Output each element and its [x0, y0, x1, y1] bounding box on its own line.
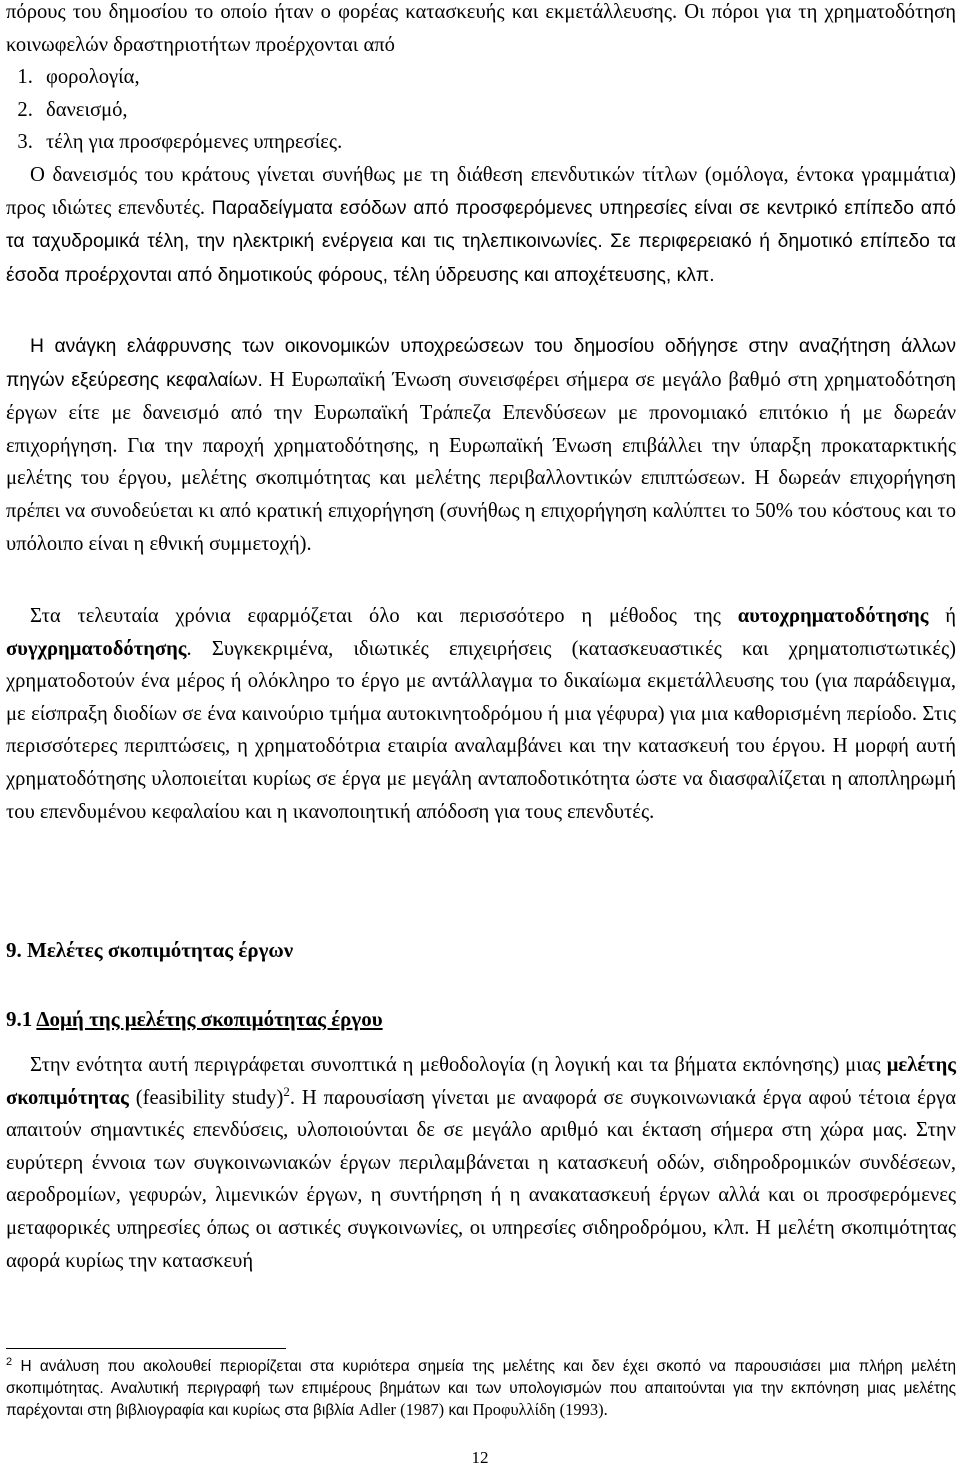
paragraph-intro	[6, 0, 956, 61]
loans-sentence-1: Ο δανεισμός του κράτους γίνεται συνήθως με τη διάθεση επενδυτικών τίτλων (ομόλογα, έντοκα γραμμάτια) προς ιδιώτες επενδυτές.	[6, 164, 956, 219]
list-item: 1. φορολογία,	[38, 61, 342, 94]
study-sentence-4: Η μελέτη σκοπιμότητας αφορά κυρίως την κατασκευή	[6, 1216, 956, 1272]
need-sentence-3: Για την παροχή χρηματοδότησης, η Ευρωπαϊκή Ένωση επιβάλλει την ύπαρξη προκαταρκτικής μελέτης του έργου, μελέτης σκοπιμότητας και μελέτης περιβαλλοντικών επιπτώσεων.	[6, 434, 956, 490]
paragraph-need	[6, 330, 956, 560]
footnote-sentence-2: Αναλυτική περιγραφή των επιμέρους βημάτων και των υπολογισμών που απαιτούνται για την εκπόνηση μιας μελέτης παρέχονται στη βιβλιογραφία και κυρίως στα βιβλία	[6, 1379, 956, 1419]
footnote-reference-profyllidis: Προφυλλίδη (1993).	[472, 1400, 608, 1419]
footnote-connector: και	[448, 1402, 469, 1419]
list-item: 2. δανεισμό,	[38, 94, 342, 127]
term-co-financing: συγχρηματοδότησης	[6, 637, 187, 660]
section-number: 9.	[6, 938, 22, 962]
list-item: 3. τέλη για προσφερόμενες υπηρεσίες.	[38, 126, 342, 159]
study-sentence-2: Η παρουσίαση γίνεται με αναφορά σε συγκοινωνιακά έργα αφού τέτοια έργα απαιτούν σημαντικές επενδύσεις, υλοποιούνται δε σε μεγάλο αριθμό και έκταση σήμερα στη χώρα μας.	[6, 1086, 956, 1142]
need-sentence-4: Η δωρεάν επιχορήγηση πρέπει να συνοδεύεται κι από κρατική επιχορήγηση (συνήθως η επιχορήγηση καλύπτει το 50% του κόστους και το υπόλοιπο είναι η εθνική συμμετοχή).	[6, 467, 956, 555]
paragraph-loans	[6, 159, 956, 292]
footnote	[6, 1356, 956, 1422]
section-heading-9-1	[6, 1007, 383, 1032]
self-financing-sentence-2: Συγκεκριμένα, ιδιωτικές επιχειρήσεις (κατασκευαστικές και χρηματοπιστωτικές) χρηματοδοτούν ένα μέρος ή ολόκληρο το έργο με αντάλλαγμα το δικαίωμα εκμετάλλευσης του (για παράδειγμα, με είσπραξη διοδίων σε ένα καινούριο τμήμα αυτοκινητοδρόμου ή μια γέφυρα) για μια καθορισμένη περίοδο.	[6, 637, 956, 725]
footnote-reference: 2	[283, 1083, 290, 1099]
page-number: 12	[471, 1448, 489, 1467]
paragraph-feasibility-study: Στην ενότητα αυτή περιγράφεται συνοπτικά η μεθοδολογία (η λογική και τα βήματα εκπόνησης) μιας μελέτης σκοπιμότητας (feasibility study)$^2$. Η παρουσίαση γίνεται με αναφορά σε συγκοινωνιακά έργα αφού τέτοια έργα απαιτούν σημαντικές επενδύσεις, υλοποιούνται δε σε μεγάλο αριθμό και έκταση σήμερα στη χώρα μας. Στην ευρύτερη έννοια των συγκοινωνιακών έργων περιλαμβάνεται η κατασκευή οδών, σιδηροδρομικών συνδέσεων, αεροδρομίων, γεφυρών, λιμενικών έργων, η συντήρηση ή η ανακατασκευή έργων αλλά και οι προσφερόμενες μεταφορικές υπηρεσίες όπως οι αστικές συγκοινωνίες, οι υπηρεσίες σιδηροδρόμου, κλπ. Η μελέτη σκοπιμότητας αφορά κυρίως την κατασκευή	[6, 1054, 956, 1272]
footnote-sentence-1: Η ανάλυση που ακολουθεί περιορίζεται στα κυριότερα σημεία της μελέτης και δεν έχει σκοπό να παρουσιάσει μια πλήρη μελέτη σκοπιμότητας.	[6, 1358, 957, 1397]
term-feasibility-study: μελέτης σκοπιμότητας	[6, 1054, 956, 1109]
section-heading-9	[6, 938, 293, 963]
study-sentence-3: Στην ευρύτερη έννοια των συγκοινωνιακών έργων περιλαμβάνεται η κατασκευή οδών, σιδηροδρομικών συνδέσεων, αεροδρομίων, γεφυρών, λιμενικών έργων, η συντήρηση ή η ανακατασκευή έργων αλλά και οι προσφερόμενες μεταφορικές υπηρεσίες όπως οι αστικές συγκοινωνίες, οι υπηρεσίες σιδηροδρόμου, κλπ.	[6, 1119, 956, 1239]
self-financing-intro: Στα τελευταία χρόνια εφαρμόζεται όλο και περισσότερο η μέθοδος της	[30, 605, 721, 627]
loans-sentence-3: Σε περιφερειακό ή δημοτικό επίπεδο τα έσοδα προέρχονται από δημοτικούς φόρους, τέλη ύδρευσης και αποχέτευσης, κλπ.	[6, 231, 956, 286]
subsection-number: 9.1	[6, 1007, 33, 1031]
english-term: (feasibility study)	[135, 1086, 284, 1109]
footnote-marker: 2	[6, 1355, 13, 1368]
section-title: Μελέτες σκοπιμότητας έργων	[27, 938, 294, 962]
footnote-reference-adler: Adler (1987)	[358, 1400, 445, 1419]
self-financing-sentence-4: Η μορφή αυτή χρηματοδότησης υλοποιείται κυρίως σε έργα με μεγάλη ανταποδοτικότητα ώστε να διασφαλίζεται η αποπληρωμή του επενδυμένου κεφαλαίου και η ικανοποιητική απόδοση για τους επενδυτές.	[6, 735, 956, 823]
self-financing-sentence-3: Στις περισσότερες περιπτώσεις, η χρηματοδότρια εταιρία αναλαμβάνει και την κατασκευή του έργου.	[6, 702, 957, 758]
study-intro: Στην ενότητα αυτή περιγράφεται συνοπτικά η μεθοδολογία (η λογική και τα βήματα εκπόνησης) μιας	[30, 1054, 881, 1076]
term-self-financing: αυτοχρηματοδότησης	[737, 605, 929, 627]
footnote-separator	[6, 1348, 286, 1349]
intro-text: πόρους του δημοσίου το οποίο ήταν ο φορέας κατασκευής και εκμετάλλευσης. Οι πόροι για τη χρηματοδότηση κοινωφελών δραστηριοτήτων προέρχονται από	[6, 1, 956, 56]
subsection-title: Δομή της μελέτης σκοπιμότητας έργου	[36, 1007, 383, 1031]
paragraph-self-financing: Στα τελευταία χρόνια εφαρμόζεται όλο και περισσότερο η μέθοδος της αυτοχρηματοδότησης ή συγχρηματοδότησης. Συγκεκριμένα, ιδιωτικές επιχειρήσεις (κατασκευαστικές και χρηματοπιστωτικές) χρηματοδοτούν ένα μέρος ή ολόκληρο το έργο με αντάλλαγμα το δικαίωμα εκμετάλλευσης του (για παράδειγμα, με είσπραξη διοδίων σε ένα καινούριο τμήμα αυτοκινητοδρόμου ή μια γέφυρα) για μια καθορισμένη περίοδο. Στις περισσότερες περιπτώσεις, η χρηματοδότρια εταιρία αναλαμβάνει και την κατασκευή του έργου. Η μορφή αυτή χρηματοδότησης υλοποιείται κυρίως σε έργα με μεγάλη ανταποδοτικότητα ώστε να διασφαλίζεται η αποπληρωμή του επενδυμένου κεφαλαίου και η ικανοποιητική απόδοση για τους επενδυτές.	[6, 605, 957, 823]
loans-sentence-2: Παραδείγματα εσόδων από προσφερόμενες υπηρεσίες είναι σε κεντρικό επίπεδο από τα ταχυδρομικά τέλη, την ηλεκτρική ενέργεια και τις τηλεπικοινωνίες.	[6, 197, 957, 253]
funding-sources-list	[6, 61, 342, 159]
need-sentence-1: Η ανάγκη ελάφρυνσης των οικονομικών υποχρεώσεων του δημοσίου οδήγησε στην αναζήτηση άλλων πηγών εξεύρεσης κεφαλαίων.	[6, 336, 956, 391]
term-connector: ή	[945, 605, 956, 627]
need-sentence-2: Η Ευρωπαϊκή Ένωση συνεισφέρει σήμερα σε μεγάλο βαθμό στη χρηματοδότηση έργων είτε με δανεισμό από την Ευρωπαϊκή Τράπεζα Επενδύσεων με προνομιακό επιτόκιο ή με δωρεάν επιχορήγηση.	[6, 368, 956, 457]
